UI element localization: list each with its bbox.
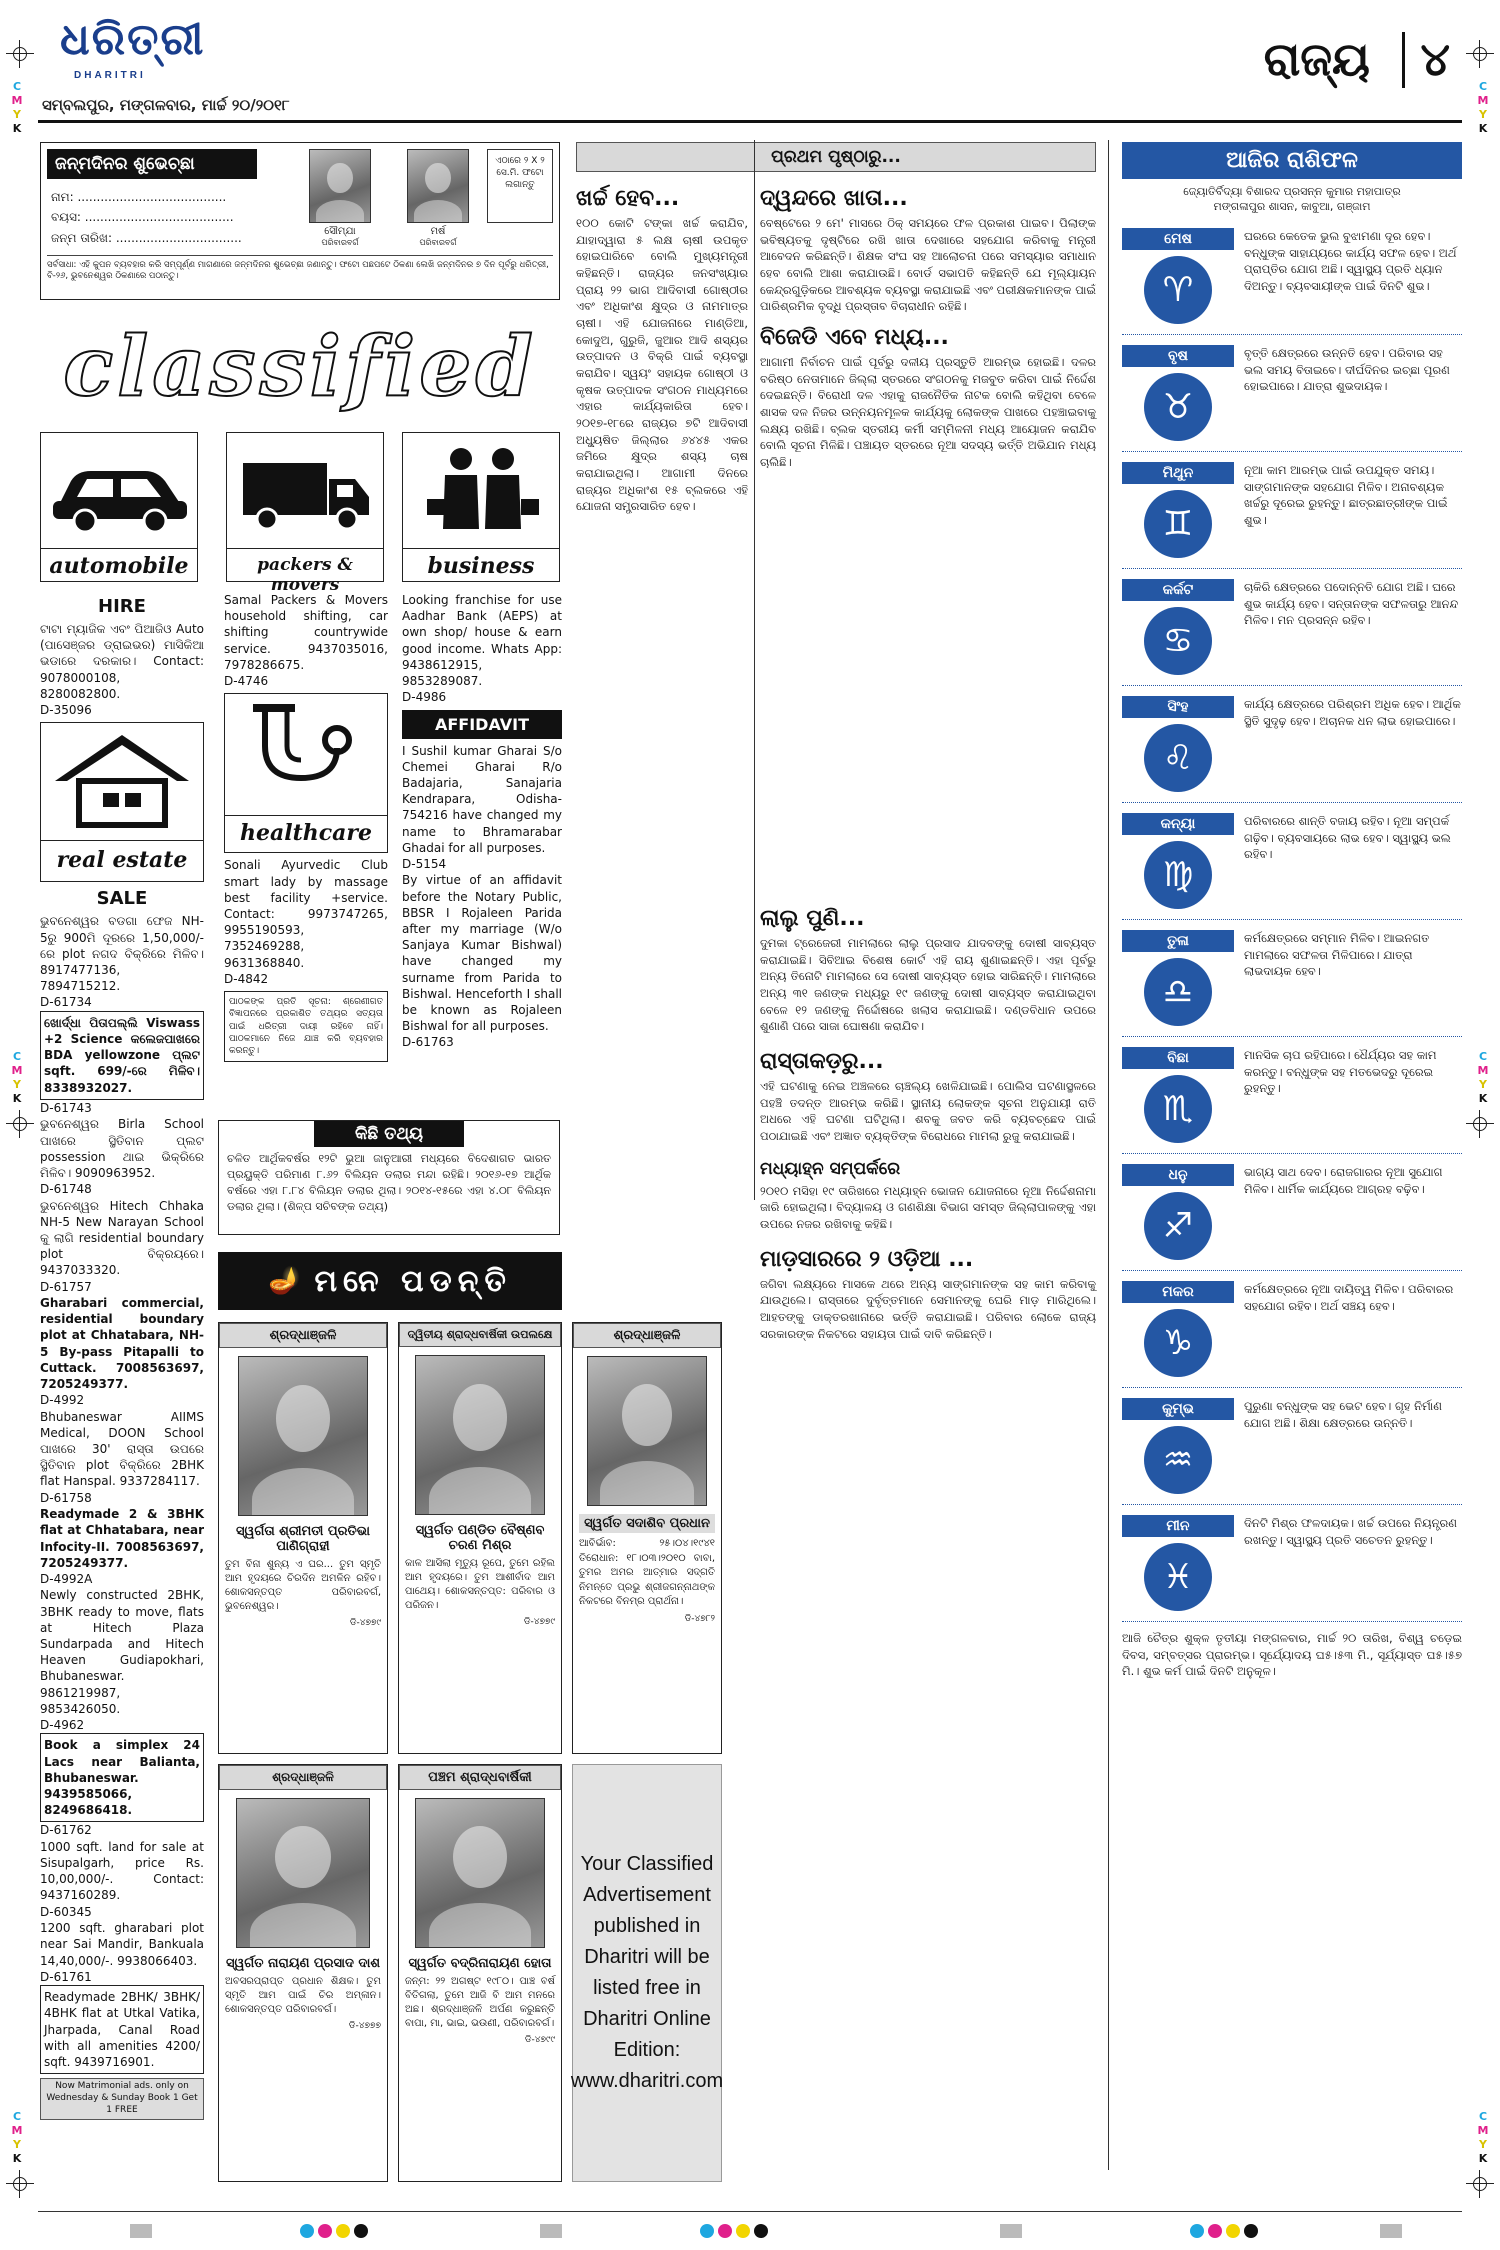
zodiac-icon: ♏	[1144, 1075, 1212, 1143]
affidavit-ad: I Sushil kumar Gharai S/o Chemei Gharai R/o Badajaria, Sanajaria Kendrapara, Odisha-754216 have changed my name to Bhramarabar Ghadai for all purposes.	[402, 743, 562, 855]
print-swatch	[540, 2224, 562, 2238]
panchang-text: ଆଜି ଚୈତ୍ର ଶୁକ୍ଳ ତୃତୀୟା ମଙ୍ଗଳବାର, ମାର୍ଚ୍ଚ ୨୦ ତାରିଖ, ବିଶ୍ୱ ଚଡ଼େଇ ଦିବସ, ସମ୍ବତ୍ସର ପ୍ରାରମ୍ଭ। ସୂର୍ଯ୍ୟୋଦୟ ଘ୫।୫୩ ମି., ସୂର୍ଯ୍ୟାସ୍ତ ଘ୫।୫୭ ମି.। ଶୁଭ କର୍ମ ପାଇଁ ଦିନଟି ଅନୁକୂଳ।	[1122, 1631, 1462, 1679]
sale-ad: Readymade 2BHK/ 3BHK/ 4BHK flat at Utkal Vatika, Jharpada, Canal Road with all amenities 4200/ sqft. 9439716901.	[40, 1985, 204, 2074]
obituary-photo	[238, 1356, 368, 1516]
story-body: ବେଷ୍ଟେରେ ୨ ମେ' ମାସରେ ଠିକ୍ ସମୟରେ ଫଳ ପ୍ରକାଶ ପାଇବ। ପିଲାଙ୍କ ଭବିଷ୍ୟତକୁ ଦୃଷ୍ଟିରେ ରଖି ଖାତା ଦେଖାରେ ସହଯୋଗ କରିବାକୁ ମନ୍ତ୍ରୀ ଆବେଦନ କରିଛନ୍ତି। ଶିକ୍ଷକ ସଂଘ ସହ ଆଲୋଚନା ପରେ ସମସ୍ୟାର ସମାଧାନ ହେବ ବୋଲି ଆଶା କରାଯାଉଛି। ବୋର୍ଡ ସଭାପତି କହିଛନ୍ତି ଯେ ମୂଲ୍ୟାୟନ କେନ୍ଦ୍ରଗୁଡ଼ିକରେ ଆବଶ୍ୟକ ବ୍ୟବସ୍ଥା କରାଯାଇଛି ଏବଂ ପରୀକ୍ଷକମାନଙ୍କ ପାଇଁ ପାରିଶ୍ରମିକ ବୃଦ୍ଧି ପ୍ରସ୍ତାବ ବିଚାରାଧୀନ ରହିଛି।	[760, 216, 1096, 314]
zodiac-prediction: ବୃତ୍ତି କ୍ଷେତ୍ରରେ ଉନ୍ନତି ହେବ। ପରିବାର ସହ ଭଲ ସମୟ ବିତାଇବେ। ଦୀର୍ଘଦିନର ଇଚ୍ଛା ପୂରଣ ହୋଇପାରେ। ଯାତ୍ରା ଶୁଭଦାୟକ।	[1244, 346, 1450, 394]
story-col-1	[576, 180, 748, 515]
category-business	[402, 432, 560, 582]
color-register	[1190, 2224, 1258, 2238]
category-label: healthcare	[225, 815, 387, 846]
birthday-coupon	[40, 142, 560, 300]
zodiac-list	[1122, 218, 1462, 1622]
ad-code: D-61762	[40, 1823, 92, 1838]
facts-box	[218, 1120, 560, 1235]
story-heading: ଖର୍ଚ୍ଚ ହେବ...	[576, 186, 680, 211]
obituary-code: ଡି-୪୭୭୯	[523, 1617, 555, 1627]
ad-code: D-35096	[40, 702, 92, 717]
story-col-2	[760, 180, 1096, 471]
obituary-photo	[415, 1355, 545, 1515]
remembrance-title: ମନେ ପଡନ୍ତି	[314, 1263, 512, 1299]
footer-rule	[38, 2211, 1462, 2212]
zodiac-icon: ♊	[1144, 490, 1212, 558]
birthday-field-dob: ଜନ୍ମ ତାରିଖ: .................................	[51, 230, 242, 245]
zodiac-name: କନ୍ୟା	[1122, 813, 1234, 835]
category-label: packers & movers	[227, 548, 383, 595]
story-body: ୧୦୦ କୋଟି ଟଙ୍କା ଖର୍ଚ୍ଚ କରାଯିବ, ଯାହାଦ୍ୱାରା ୫ ଲକ୍ଷ ଚାଷୀ ଉପକୃତ ହୋଇପାରିବେ ବୋଲି ମୁଖ୍ୟମନ୍ତ୍ରୀ କହିଛନ୍ତି। ରାଜ୍ୟର ଜନସଂଖ୍ୟାର ପ୍ରାୟ ୨୨ ଭାଗ ଆଦିବାସୀ ଗୋଷ୍ଠୀର ଏବଂ ଅଧିକାଂଶ କ୍ଷୁଦ୍ର ଓ ନାମମାତ୍ର ଚାଷୀ। ଏହି ଯୋଜନାରେ ମାଣ୍ଡିଆ, କୋଦୁଅ, ଗୁରୁଜି, ଜୁଆର ଆଦି ଶସ୍ୟର ଉତ୍ପାଦନ ଓ ବିକ୍ରି ପାଇଁ ବ୍ୟବସ୍ଥା କରାଯିବ। ସ୍ୱୟଂ ସହାୟକ ଗୋଷ୍ଠୀ ଓ କୃଷକ ଉତ୍ପାଦକ ସଂଗଠନ ମାଧ୍ୟମରେ ଏହାର କାର୍ଯ୍ୟକାରିତା ହେବ। ୨୦୧୭-୧୮ରେ ରାଜ୍ୟର ୭ଟି ଆଦିବାସୀ ଅଧ୍ୟୁଷିତ ଜିଲ୍ଲାର ୬୪୪୫ ଏକର ଜମିରେ କ୍ଷୁଦ୍ର ଶସ୍ୟ ଚାଷ କରାଯାଇଥିଲା। ଆଗାମୀ ଦିନରେ ରାଜ୍ୟର ଅଧିକାଂଶ ୧୫ ବ୍ଲକରେ ଏହି ଯୋଜନା ସମ୍ପ୍ରସାରିତ ହେବ।	[576, 216, 748, 514]
zodiac-prediction: ଘରରେ କେତେକ ଭୁଲ ବୁଝାମଣା ଦୂର ହେବ। ବନ୍ଧୁଙ୍କ ସାହାଯ୍ୟରେ କାର୍ଯ୍ୟ ସଫଳ ହେବ। ଅର୍ଥ ପ୍ରାପ୍ତିର ଯୋଗ ଅଛି। ସ୍ୱାସ୍ଥ୍ୟ ପ୍ରତି ଧ୍ୟାନ ଦିଅନ୍ତୁ। ବ୍ୟବସାୟୀଙ୍କ ପାଇଁ ଦିନଟି ଶୁଭ।	[1244, 229, 1457, 294]
zodiac-icon: ♈	[1144, 256, 1212, 324]
obituary-heading: ଶ୍ରଦ୍ଧାଞ୍ଜଳି	[219, 1323, 387, 1348]
ad-code: D-4746	[224, 673, 269, 688]
horoscope-author: ଜ୍ୟୋତିର୍ବିଦ୍ୟା ବିଶାରଦ ପ୍ରସନ୍ନ କୁମାର ମହାପାତ୍ର	[1183, 185, 1401, 198]
obituary-photo	[236, 1798, 370, 1948]
stethoscope-icon	[225, 694, 387, 810]
category-label: real estate	[41, 840, 203, 873]
zodiac-icon: ♌	[1144, 724, 1212, 792]
zodiac-name: ତୁଳା	[1122, 930, 1234, 952]
obituary-code: ଡି-୪୭୮୨	[684, 1613, 715, 1624]
story-heading: ବିଜେଡି ଏବେ ମଧ୍ୟ...	[760, 325, 949, 351]
ad-code: D-61763	[402, 1035, 454, 1050]
ad-code: D-4992A	[40, 1571, 93, 1586]
health-ad: Sonali Ayurvedic Club smart lady by massage best facility +service. Contact: 9973747265, 9955190593, 7352469288, 9631368840.	[224, 858, 388, 970]
truck-icon	[227, 433, 383, 543]
story-heading: ମଧ୍ୟାହ୍ନ ସମ୍ପର୍କରେ	[760, 1158, 901, 1179]
sale-ad: 1200 sqft. gharabari plot near Sai Mandir, Bankuala 14,40,000/-. 9938066403.	[40, 1921, 204, 1968]
obituary-card	[398, 1322, 562, 1754]
obituary-code: ଡି-୪୭୭୯	[349, 1618, 381, 1628]
birthday-kid-2-name: ମର୍ଷ	[430, 226, 446, 237]
zodiac-prediction: ମାନସିକ ଚାପ ରହିପାରେ। ଧୈର୍ଯ୍ୟର ସହ କାମ କରନ୍ତୁ। ବନ୍ଧୁଙ୍କ ସହ ମତଭେଦରୁ ଦୂରେଇ ରୁହନ୍ତୁ।	[1244, 1048, 1437, 1096]
zodiac-sign	[1122, 1271, 1462, 1388]
horoscope-title: ଆଜିର ରାଶିଫଳ	[1122, 142, 1462, 179]
crop-mark	[1466, 1110, 1494, 1138]
obituary-code: ଡି-୪୭୭୭	[348, 2021, 381, 2031]
sale-ad: 1000 sqft. land for sale at Sisupalgarh, price Rs. 10,00,000/-. Contact: 9437160289.	[40, 1839, 204, 1903]
sale-ad: Readymade 2 & 3BHK flat at Chhatabara, near Infocity-II. 7008563697, 7205249377.	[40, 1507, 204, 1570]
zodiac-sign	[1122, 920, 1462, 1037]
zodiac-prediction: ନୂଆ କାମ ଆରମ୍ଭ ପାଇଁ ଉପଯୁକ୍ତ ସମୟ। ସାଙ୍ଗମାନଙ୍କ ସହଯୋଗ ମିଳିବ। ଅନାବଶ୍ୟକ ଖର୍ଚ୍ଚରୁ ଦୂରେଇ ରୁହନ୍ତୁ। ଛାତ୍ରଛାତ୍ରୀଙ୍କ ପାଇଁ ଶୁଭ।	[1244, 463, 1448, 528]
category-label: business	[403, 548, 559, 579]
obituary-code: ଡି-୪୭୯୯	[524, 2035, 555, 2045]
zodiac-icon: ♓	[1144, 1543, 1212, 1611]
obituary-name: ସ୍ୱର୍ଗତା ଶ୍ରୀମତୀ ପ୍ରତିଭା ପାଣିଗ୍ରାହୀ	[236, 1524, 370, 1554]
category-real-estate	[40, 722, 204, 882]
zodiac-icon: ♒	[1144, 1426, 1212, 1494]
zodiac-name: କୁମ୍ଭ	[1122, 1398, 1234, 1420]
house-icon	[41, 723, 203, 835]
ad-code: D-61748	[40, 1182, 92, 1197]
zodiac-icon: ♐	[1144, 1192, 1212, 1260]
obituary-text: ଆବିର୍ଭାବ: ୨୫।୦୪।୧୯୪୧ ତିରୋଧାନ: ୧୮।୦୩।୨୦୧୦ ବାବା, ତୁମର ଅମର ଆତ୍ମାର ସଦ୍‌ଗତି ନିମନ୍ତେ ପ୍ରଭୁ ଶ୍ରୀଜଗନ୍ନାଥଙ୍କ ନିକଟରେ ବିନମ୍ର ପ୍ରାର୍ଥନା।	[579, 1538, 715, 1607]
ad-code: D-60345	[40, 1904, 92, 1919]
zodiac-prediction: ଭାଗ୍ୟ ସାଥ ଦେବ। ରୋଜଗାରର ନୂଆ ସୁଯୋଗ ମିଳିବ। ଧାର୍ମିକ କାର୍ଯ୍ୟରେ ଆଗ୍ରହ ବଢ଼ିବ।	[1244, 1165, 1443, 1196]
story-heading: ରାସ୍ତାକଡ଼ରୁ...	[760, 1049, 884, 1075]
dateline: ସମ୍ବଲପୁର, ମଙ୍ଗଳବାର, ମାର୍ଚ୍ଚ ୨୦/୨୦୧୮	[42, 96, 290, 114]
reader-notice: ପାଠକଙ୍କ ପ୍ରତି ସୂଚନା: ଶ୍ରେଣୀଗତ ବିଜ୍ଞାପନରେ ପ୍ରକାଶିତ ତଥ୍ୟର ସତ୍ୟତା ପାଇଁ ଧରିତ୍ରୀ ଦାୟୀ ରହିବେ ନାହିଁ। ପାଠକମାନେ ନିଜେ ଯାଞ୍ଚ କରି ବ୍ୟବହାର କରନ୍ତୁ।	[224, 991, 388, 1062]
sale-ad: ଭୁବନେଶ୍ୱର Birla School ପାଖରେ ସ୍ଥିତିବାନ ପ୍ଲଟ possession ଥାଇ ଭିକ୍ରିରେ ମିଳିବ। 9090963952.	[40, 1117, 204, 1180]
sale-ad: ଭୁବନେଶ୍ୱର ବଡଗା ଫେଜ NH-5ରୁ 900ମି ଦୂରରେ 1,50,000/-ରେ plot ନଗଦ ବିକ୍ରିରେ ମିଳିବ। 8917477136, 7894715212.	[40, 914, 204, 994]
obituary-card	[572, 1322, 722, 1754]
classified-col-3	[402, 592, 562, 1051]
zodiac-name: ଧନୁ	[1122, 1164, 1234, 1186]
zodiac-name: ମେଷ	[1122, 228, 1234, 250]
crop-mark	[6, 40, 34, 68]
zodiac-icon: ♉	[1144, 373, 1212, 441]
cmyk-marker: C M Y K	[1477, 80, 1489, 135]
zodiac-name: ବିଛା	[1122, 1047, 1234, 1069]
affidavit-ad: By virtue of an affidavit before the Notary Public, BBSR I Rojaleen Parida after my marriage (W/o Sanjaya Kumar Bishwal) have changed my surname from Parida to Bishwal. Henceforth I shall be known as Rojaleen Bishwal for all purposes.	[402, 873, 562, 1034]
birthday-field-age: ବୟସ: .......................................	[51, 210, 234, 225]
zodiac-icon: ♋	[1144, 607, 1212, 675]
zodiac-prediction: ପୁରୁଣା ବନ୍ଧୁଙ୍କ ସହ ଭେଟ ହେବ। ଗୃହ ନିର୍ମାଣ ଯୋଗ ଅଛି। ଶିକ୍ଷା କ୍ଷେତ୍ରରେ ଉନ୍ନତି।	[1244, 1399, 1442, 1430]
classified-banner	[40, 312, 560, 422]
obituary-text: ତୁମ ବିନା ଶୁନ୍ୟ ଏ ଘର... ତୁମ ସ୍ମୃତି ଆମ ହୃଦୟରେ ଚିରଦିନ ଅମଳିନ ରହିବ। ଶୋକସନ୍ତପ୍ତ ପରିବାରବର୍ଗ, ଭୁବନେଶ୍ୱର।	[225, 1559, 381, 1612]
obituary-text: ଅବସରପ୍ରାପ୍ତ ପ୍ରଧାନ ଶିକ୍ଷକ। ତୁମ ସ୍ମୃତି ଆମ ପାଇଁ ଚିର ଅମ୍ଳାନ। ଶୋକସନ୍ତପ୍ତ ପରିବାରବର୍ଗ।	[225, 1976, 381, 2015]
birthday-kid-1-name: ସୌମ୍ଯା	[324, 226, 356, 237]
zodiac-name: ମୀନ	[1122, 1515, 1234, 1537]
crop-mark	[6, 1110, 34, 1138]
online-edition-ad	[572, 1764, 722, 2182]
zodiac-icon: ♍	[1144, 841, 1212, 909]
obituary-text: କାଳ ଆସିଲା ମୃତ୍ୟୁ ରୂପେ, ତୁମେ ରହିଲ ଆମ ହୃଦୟରେ। ତୁମ ଆଶୀର୍ବାଦ ଆମ ପାଥେୟ। ଶୋକସନ୍ତପ୍ତ: ପରିବାର ଓ ପରିଜନ।	[405, 1558, 555, 1611]
ad-code: D-61757	[40, 1279, 92, 1294]
zodiac-prediction: ଦିନଟି ମିଶ୍ର ଫଳଦାୟକ। ଖର୍ଚ୍ଚ ଉପରେ ନିୟନ୍ତ୍ରଣ ରଖନ୍ତୁ। ସ୍ୱାସ୍ଥ୍ୟ ପ୍ରତି ସଚେତନ ରୁହନ୍ତୁ।	[1244, 1516, 1457, 1547]
cmyk-marker: C M Y K	[11, 2110, 23, 2165]
hire-heading: HIRE	[98, 596, 146, 617]
zodiac-sign	[1122, 335, 1462, 452]
story-body: ଆଗାମୀ ନିର୍ବାଚନ ପାଇଁ ପୂର୍ବରୁ ଦଳୀୟ ପ୍ରସ୍ତୁତି ଆରମ୍ଭ ହୋଇଛି। ଦଳର ବରିଷ୍ଠ ନେତାମାନେ ଜିଲ୍ଲା ସ୍ତରରେ ସଂଗଠନକୁ ମଜବୁତ କରିବା ପାଇଁ ନିର୍ଦ୍ଦେଶ ଦେଇଛନ୍ତି। ବିରୋଧୀ ଦଳ ଏହାକୁ ରାଜନୈତିକ ନାଟକ ବୋଲି କହିଥିବା ବେଳେ ଶାସକ ଦଳ ନିଜର ଉନ୍ନୟନମୂଳକ କାର୍ଯ୍ୟକୁ ଲୋକଙ୍କ ପାଖରେ ପହଞ୍ଚାଇବାକୁ ଲକ୍ଷ୍ୟ ରଖିଛି। ବ୍ଲକ ସ୍ତରୀୟ କର୍ମୀ ସମ୍ମିଳନୀ ମଧ୍ୟ ଆୟୋଜନ କରାଯିବ ବୋଲି ସୂଚନା ମିଳିଛି। ପଞ୍ଚାୟତ ସ୍ତରରେ ନୂଆ ସଦସ୍ୟ ଭର୍ତ୍ତି ଅଭିଯାନ ମଧ୍ୟ ଚାଲିଛି।	[760, 355, 1096, 470]
print-swatch	[1000, 2224, 1022, 2238]
cmyk-marker: C M Y K	[1477, 2110, 1489, 2165]
zodiac-name: ମକର	[1122, 1281, 1234, 1303]
ad-code: D-4986	[402, 690, 447, 705]
ad-code: D-4842	[224, 971, 269, 986]
story-body: ଦୁମକା ଟ୍ରେଜେରୀ ମାମଲାରେ ଲାଲୁ ପ୍ରସାଦ ଯାଦବଙ୍କୁ ଦୋଷୀ ସାବ୍ୟସ୍ତ କରାଯାଇଛି। ସିବିଆଇ ବିଶେଷ କୋର୍ଟ ଏହି ରାୟ ଶୁଣାଇଛନ୍ତି। ଏହା ପୂର୍ବରୁ ଅନ୍ୟ ତିନୋଟି ମାମଲାରେ ସେ ଦୋଷୀ ସାବ୍ୟସ୍ତ ହୋଇ ସାରିଛନ୍ତି। ମାମଲାରେ ଅନ୍ୟ ୩୧ ଜଣଙ୍କ ମଧ୍ୟରୁ ୧୯ ଜଣଙ୍କୁ ଦୋଷୀ ସାବ୍ୟସ୍ତ କରାଯାଇଥିବା ବେଳେ ୧୨ ଜଣଙ୍କୁ ନିର୍ଦ୍ଦୋଷରେ ଖଲାସ କରାଯାଇଛି। ଦଣ୍ଡବିଧାନ ଉପରେ ଶୁଣାଣି ପରେ ସାଜା ଘୋଷଣା କରାଯିବ।	[760, 936, 1096, 1034]
birthday-note: ସର୍ବସାଧା: ଏହି କୁପନ ବ୍ୟବହାର କରି ସମ୍ପୂର୍ଣ୍ଣ ମାଗଣାରେ ଜନ୍ମଦିନର ଶୁଭେଚ୍ଛା ଜଣାନ୍ତୁ। ଫଟୋ ପଛପଟେ ଠିକଣା ଲେଖି ଜନ୍ମଦିନର ୭ ଦିନ ପୂର୍ବରୁ ଧରିତ୍ରୀ, ବି-୨୬, ଭୁବନେଶ୍ୱର ଠିକଣାରେ ପଠାନ୍ତୁ।	[47, 255, 553, 283]
zodiac-sign	[1122, 1388, 1462, 1505]
print-swatch	[1380, 2224, 1402, 2238]
horoscope-address: ମଙ୍ଗଳାପୁର ଶାସନ, କାବୁଆ, ଗଞ୍ଜାମ	[1213, 199, 1371, 213]
zodiac-sign	[1122, 1037, 1462, 1154]
story-heading: ଦ୍ୱନ୍ଦରେ ଖାତା...	[760, 186, 908, 211]
birthday-kid-2-sub: ପରିବାରବର୍ଗ	[419, 238, 457, 248]
obituary-photo	[415, 1798, 545, 1948]
classified-col-2	[224, 592, 388, 1062]
sale-ad: ଭୁବନେଶ୍ୱର Hitech Chhaka NH-5 New Narayan School କୁ ଲାଗି residential boundary plot ବିକ୍ରୟରେ। 9437033320.	[40, 1198, 204, 1278]
obituary-text: ଜନ୍ମ: ୨୨ ଅଗଷ୍ଟ ୧୯୮୦। ପାଞ୍ଚ ବର୍ଷ ବିତିଗଲା, ତୁମେ ଆଜି ବି ଆମ ମନରେ ଅଛ। ଶ୍ରଦ୍ଧାଞ୍ଜଳି ଅର୍ପଣ କରୁଛନ୍ତି ବାପା, ମା, ଭାଇ, ଭଉଣୀ, ପରିବାରବର୍ଗ।	[405, 1976, 555, 2029]
car-icon	[41, 433, 197, 543]
zodiac-sign	[1122, 1505, 1462, 1622]
zodiac-sign	[1122, 218, 1462, 335]
logo-subtitle: DHARITRI	[74, 70, 146, 81]
obituary-heading: ପଞ୍ଚମ ଶ୍ରାଦ୍ଧବାର୍ଷିକୀ	[399, 1765, 561, 1790]
business-ad: Looking franchise for use Aadhar Bank (AEPS) at own shop/ house & earn good income. Whats App: 9438612915, 9853289087.	[402, 593, 562, 688]
category-automobile	[40, 432, 198, 582]
cmyk-marker: C M Y K	[1477, 1050, 1489, 1105]
sale-ad: Bhubaneswar AIIMS Medical, DOON School ପାଖରେ 30' ରାସ୍ତା ଉପରେ ସ୍ଥିତିବାନ plot ବିକ୍ରିରେ 2BHK flat Hanspal. 9337284117.	[40, 1409, 204, 1489]
ad-code: D-61758	[40, 1490, 92, 1505]
sale-heading: SALE	[96, 888, 148, 910]
logo: ଧରିତ୍ରୀ	[60, 14, 206, 65]
zodiac-name: କର୍କଟ	[1122, 579, 1234, 601]
zodiac-sign	[1122, 686, 1462, 803]
obituary-heading: ଦ୍ୱିତୀୟ ଶ୍ରାଦ୍ଧବାର୍ଷିକୀ ଉପଲକ୍ଷେ	[399, 1323, 561, 1347]
story-heading: ଲାଲୁ ପୁଣି...	[760, 906, 865, 931]
category-packers	[226, 432, 384, 595]
crop-mark	[1466, 40, 1494, 68]
obituary-card	[218, 1322, 388, 1754]
zodiac-icon: ♑	[1144, 1309, 1212, 1377]
cmyk-marker: C M Y K	[11, 80, 23, 135]
zodiac-prediction: କର୍ମକ୍ଷେତ୍ରରେ ସମ୍ମାନ ମିଳିବ। ଆଇନଗତ ମାମଲାରେ ସଫଳତା ମିଳିପାରେ। ଯାତ୍ରା ଲାଭଦାୟକ ହେବ।	[1244, 931, 1430, 979]
obituary-card	[398, 1764, 562, 2182]
ad-code: D-61743	[40, 1100, 92, 1115]
birthday-title: ଜନ୍ମଦିନର ଶୁଭେଚ୍ଛା	[47, 149, 257, 179]
birthday-kid-1-sub: ପରିବାରବର୍ଗ	[321, 238, 359, 248]
story-col-3	[760, 900, 1096, 1342]
obituary-name: ସ୍ୱର୍ଗତ ବଦ୍ରିନାରାୟଣ ହୋତା	[408, 1956, 552, 1971]
birthday-photo-placeholder: ଏଠାରେ ୨ X ୨ ସେ.ମି. ଫଟୋ ଲଗାନ୍ତୁ	[487, 149, 553, 223]
ad-code: D-4992	[40, 1393, 85, 1408]
birthday-photo-2	[407, 149, 469, 223]
zodiac-name: ସିଂହ	[1122, 696, 1234, 718]
zodiac-name: ମିଥୁନ	[1122, 462, 1234, 484]
zodiac-prediction: ପରିବାରରେ ଶାନ୍ତି ବଜାୟ ରହିବ। ନୂଆ ସମ୍ପର୍କ ଗଢ଼ିବ। ବ୍ୟବସାୟରେ ଲାଭ ହେବ। ସ୍ୱାସ୍ଥ୍ୟ ଭଲ ରହିବ।	[1244, 814, 1451, 862]
horoscope-panel	[1122, 142, 1462, 1680]
print-swatch	[130, 2224, 152, 2238]
cmyk-marker: C M Y K	[11, 1050, 23, 1105]
zodiac-prediction: କାର୍ଯ୍ୟ କ୍ଷେତ୍ରରେ ପରିଶ୍ରମ ଅଧିକ ହେବ। ଆର୍ଥିକ ସ୍ଥିତି ସୁଦୃଢ଼ ହେବ। ଅଚାନକ ଧନ ଲାଭ ହୋଇପାରେ।	[1244, 697, 1461, 728]
matrimonial-note: Now Matrimonial ads. only on Wednesday & Sunday Book 1 Get 1 FREE	[40, 2078, 204, 2120]
masthead-rule	[38, 120, 1462, 123]
front-page-title: ପ୍ରଥମ ପୃଷ୍ଠାରୁ...	[576, 142, 1096, 172]
birthday-field-name: ନାମ: .......................................	[51, 190, 227, 204]
affidavit-heading: AFFIDAVIT	[402, 710, 562, 739]
obituary-name: ସ୍ୱର୍ଗତ ସଦାଶିବ ପ୍ରଧାନ	[579, 1514, 715, 1533]
zodiac-sign	[1122, 569, 1462, 686]
sale-ad: Newly constructed 2BHK, 3BHK ready to move, flats at Hitech Plaza Sundarpada and Hitech Heaven Gudiapokhari, Bhubaneswar. 9861219987, 9853426050.	[40, 1588, 204, 1716]
remembrance-banner	[218, 1252, 562, 1310]
sale-ad: Book a simplex 24 Lacs near Balianta, Bhubaneswar. 9439585066, 8249686418.	[40, 1733, 204, 1822]
obituary-name: ସ୍ୱର୍ଗତ ନାରାୟଣ ପ୍ରସାଦ ଦାଶ	[225, 1956, 380, 1971]
sale-ad: Gharabari commercial, residential boundary plot at Chhatabara, NH-5 By-pass Pitapalli to Cuttack. 7008563697, 7205249377.	[40, 1296, 204, 1392]
online-edition-text: Your Classified Advertisement published in Dharitri will be listed free in Dharitri Online Edition: www.dharitri.com	[570, 1853, 724, 2092]
facts-title: କିଛି ତଥ୍ୟ	[314, 1121, 464, 1147]
ad-code: D-61761	[40, 1969, 92, 1984]
story-heading: ମାଡ଼ସାରରେ ୨ ଓଡ଼ିଆ ...	[760, 1246, 974, 1272]
color-register	[300, 2224, 368, 2238]
color-register	[700, 2224, 768, 2238]
story-body: ଜଗିବା ଲକ୍ଷ୍ୟରେ ମାସକେ ଥରେ ଅନ୍ୟ ସାଙ୍ଗମାନଙ୍କ ସହ କାମ କରିବାକୁ ଯାଉଥିଲେ। ରାସ୍ତାରେ ଦୁର୍ବୃତ୍ତମାନେ ସେମାନଙ୍କୁ ଘେରି ମାଡ଼ ମାରିଥିଲେ। ଆହତଙ୍କୁ ଡାକ୍ତରଖାନାରେ ଭର୍ତ୍ତି କରାଯାଇଛି। ପରିବାର ଲୋକେ ରାଜ୍ୟ ସରକାରଙ୍କ ନିକଟରେ ସହାୟତା ପାଇଁ ଦାବି କରିଛନ୍ତି।	[760, 1276, 1096, 1341]
obituary-heading: ଶ୍ରଦ୍ଧାଞ୍ଜଳି	[219, 1765, 387, 1790]
obituary-card	[218, 1764, 388, 2182]
column-divider	[754, 140, 755, 1200]
story-body: ୨୦୧୦ ମସିହା ୧୯ ତାରିଖରେ ମଧ୍ୟାହ୍ନ ଭୋଜନ ଯୋଜନାରେ ନୂଆ ନିର୍ଦ୍ଦେଶନାମା ଜାରି ହୋଇଥିଲା। ବିଦ୍ୟାଳୟ ଓ ଗଣଶିକ୍ଷା ବିଭାଗ ସମସ୍ତ ଜିଲ୍ଲାପାଳଙ୍କୁ ଏହା ଉପରେ ନଜର ରଖିବାକୁ କହିଛି।	[760, 1183, 1096, 1232]
section-title: ରାଜ୍ୟ	[1263, 32, 1370, 86]
ad-code: D-5154	[402, 856, 447, 871]
category-label: automobile	[41, 548, 197, 579]
zodiac-prediction: କର୍ମକ୍ଷେତ୍ରରେ ନୂଆ ଦାୟିତ୍ୱ ମିଳିବ। ପରିବାରର ସହଯୋଗ ରହିବ। ଅର୍ଥ ସଞ୍ଚୟ ହେବ।	[1244, 1282, 1454, 1313]
zodiac-sign	[1122, 803, 1462, 920]
column-divider	[1108, 140, 1109, 2170]
zodiac-sign	[1122, 452, 1462, 569]
classified-title: classified	[63, 319, 537, 415]
category-healthcare	[224, 693, 388, 853]
obituary-photo	[587, 1356, 707, 1506]
crop-mark	[6, 2170, 34, 2198]
lamp-icon: 🪔	[268, 1265, 301, 1296]
story-body: ଏହି ଘଟଣାକୁ ନେଇ ଅଞ୍ଚଳରେ ଚାଞ୍ଚଲ୍ୟ ଖେଳିଯାଇଛି। ପୋଲିସ ଘଟଣାସ୍ଥଳରେ ପହଞ୍ଚି ତଦନ୍ତ ଆରମ୍ଭ କରିଛି। ସ୍ଥାନୀୟ ଲୋକଙ୍କ ସୂଚନା ଅନୁଯାୟୀ ରାତି ଅଧରେ ଏହି ଘଟଣା ଘଟିଥିଲା। ଶବକୁ ଜବତ କରି ବ୍ୟବଚ୍ଛେଦ ପାଇଁ ପଠାଯାଇଛି ଏବଂ ଅଜ୍ଞାତ ବ୍ୟକ୍ତିଙ୍କ ବିରୋଧରେ ମାମଲା ରୁଜୁ କରାଯାଇଛି।	[760, 1079, 1096, 1144]
crop-mark	[1466, 2170, 1494, 2198]
businessmen-icon	[403, 433, 559, 543]
obituary-name: ସ୍ୱର୍ଗତ ପଣ୍ଡିତ ବୈଷ୍ଣବ ଚରଣ ମିଶ୍ର	[415, 1523, 545, 1553]
zodiac-name: ବୃଷ	[1122, 345, 1234, 367]
obituary-heading: ଶ୍ରଦ୍ଧାଞ୍ଜଳି	[573, 1323, 721, 1348]
classified-col-1	[40, 592, 204, 2120]
ad-code: D-4962	[40, 1717, 85, 1732]
zodiac-sign	[1122, 1154, 1462, 1271]
ad-code: D-61734	[40, 995, 92, 1010]
packers-ad: Samal Packers & Movers household shifting, car shifting countrywide service. 9437035016, 7978286675.	[224, 593, 388, 672]
birthday-photo-1	[309, 149, 371, 223]
hire-ad: ଟାଟା ମ୍ୟାଜିକ ଏବଂ ପିଆଜିଓ Auto (ପାସେଞ୍ଜର ଡ୍ରାଇଭର) ମାସିକିଆ ଭଡାରେ ଦରକାର। Contact: 9078000108, 8280082800.	[40, 622, 204, 701]
facts-text: ଚଳିତ ଆର୍ଥିକବର୍ଷର ୧୨ଟି ଭୁଆ ଜାନୁଆରୀ ମଧ୍ୟରେ ବିଦେଶାଗତ ଭାରତ ପ୍ରୟୁକ୍ତି ପରିମାଣ ୮.୬୨ ବିଲିୟନ ଡଲାର ମନ୍ଦା ରହିଛି। ୨୦୧୬-୧୭ ଆର୍ଥିକ ବର୍ଷରେ ଏହା ୮.୮୪ ବିଲିୟନ ଡଲାର ଥିଲା। ୨୦୧୪-୧୫ରେ ଏହା ୪.୦୮ ବିଲିୟନ ଡଲାର ଥିଲା। (ଶିଳ୍ପ ସଚିବଙ୍କ ତଥ୍ୟ)	[227, 1152, 551, 1213]
sale-ad: ଖୋର୍ଦ୍ଧା ପିତାପଲ୍ଲି Viswass +2 Science କଲେଜପାଖରେ BDA yellowzone ପ୍ଲଟ sqft. 699/-ରେ ମିଳିବ। 8338932027.	[40, 1011, 204, 1100]
zodiac-prediction: ଚାକିରି କ୍ଷେତ୍ରରେ ପଦୋନ୍ନତି ଯୋଗ ଅଛି। ଘରେ ଶୁଭ କାର୍ଯ୍ୟ ହେବ। ସନ୍ତାନଙ୍କ ସଫଳତାରୁ ଆନନ୍ଦ ମିଳିବ। ମନ ପ୍ରସନ୍ନ ରହିବ।	[1244, 580, 1459, 628]
zodiac-icon: ♎	[1144, 958, 1212, 1026]
page-number: ୪	[1402, 32, 1451, 88]
